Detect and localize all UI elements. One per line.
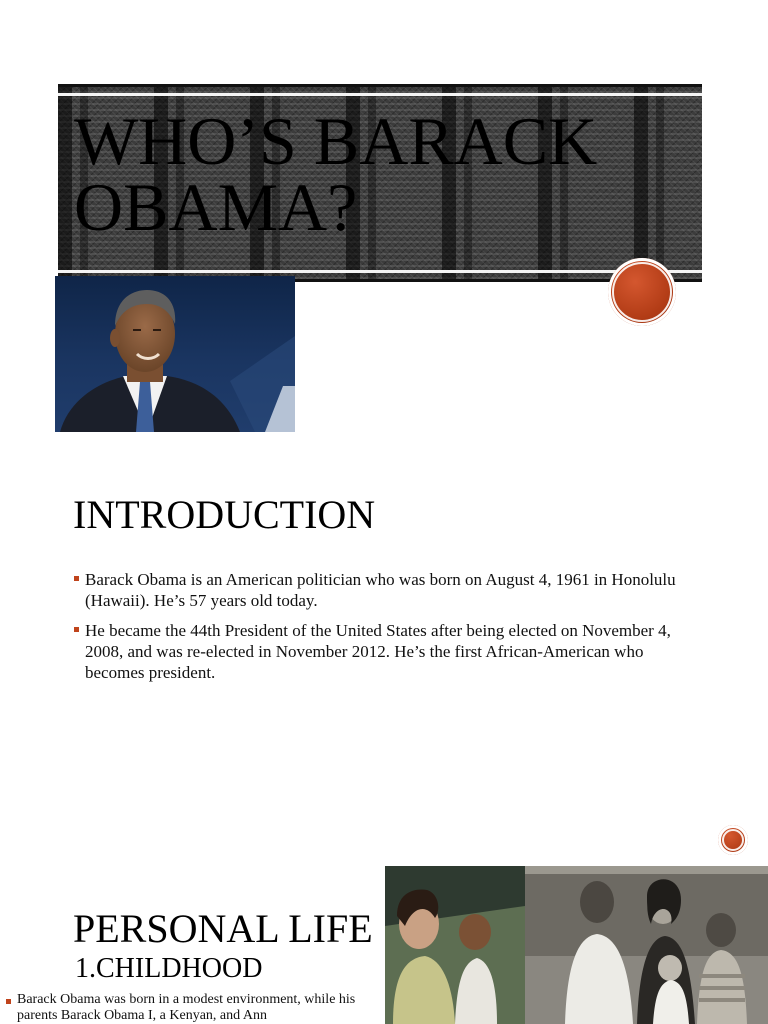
family-photos-illustration [385, 866, 768, 1024]
portrait-illustration [55, 276, 295, 432]
introduction-heading: INTRODUCTION [73, 492, 376, 537]
slide-2 [0, 448, 768, 864]
slide-1 [0, 0, 768, 448]
obama-portrait-photo [55, 276, 295, 432]
decorative-circle-icon [608, 258, 676, 326]
decorative-circle-icon [718, 825, 748, 855]
childhood-bullets [6, 992, 378, 1024]
list-item: Barack Obama was born in a modest environment, while his parents Barack Obama I, a Kenyan, and Ann [6, 992, 378, 1024]
childhood-subheading: 1.CHILDHOOD [75, 953, 263, 984]
introduction-bullets [74, 569, 694, 692]
slide-title: WHO’S BARACK OBAMA? [74, 103, 598, 245]
list-item: He became the 44th President of the United States after being elected on November 4, 2008, and was re-elected in November 2012. He’s the first African-American who becomes president. [74, 620, 694, 683]
personal-life-heading: PERSONAL LIFE [73, 906, 373, 951]
list-item: Barack Obama is an American politician who was born on August 4, 1961 in Honolulu (Hawaii). He’s 57 years old today. [74, 569, 694, 611]
family-photos [385, 866, 768, 1024]
